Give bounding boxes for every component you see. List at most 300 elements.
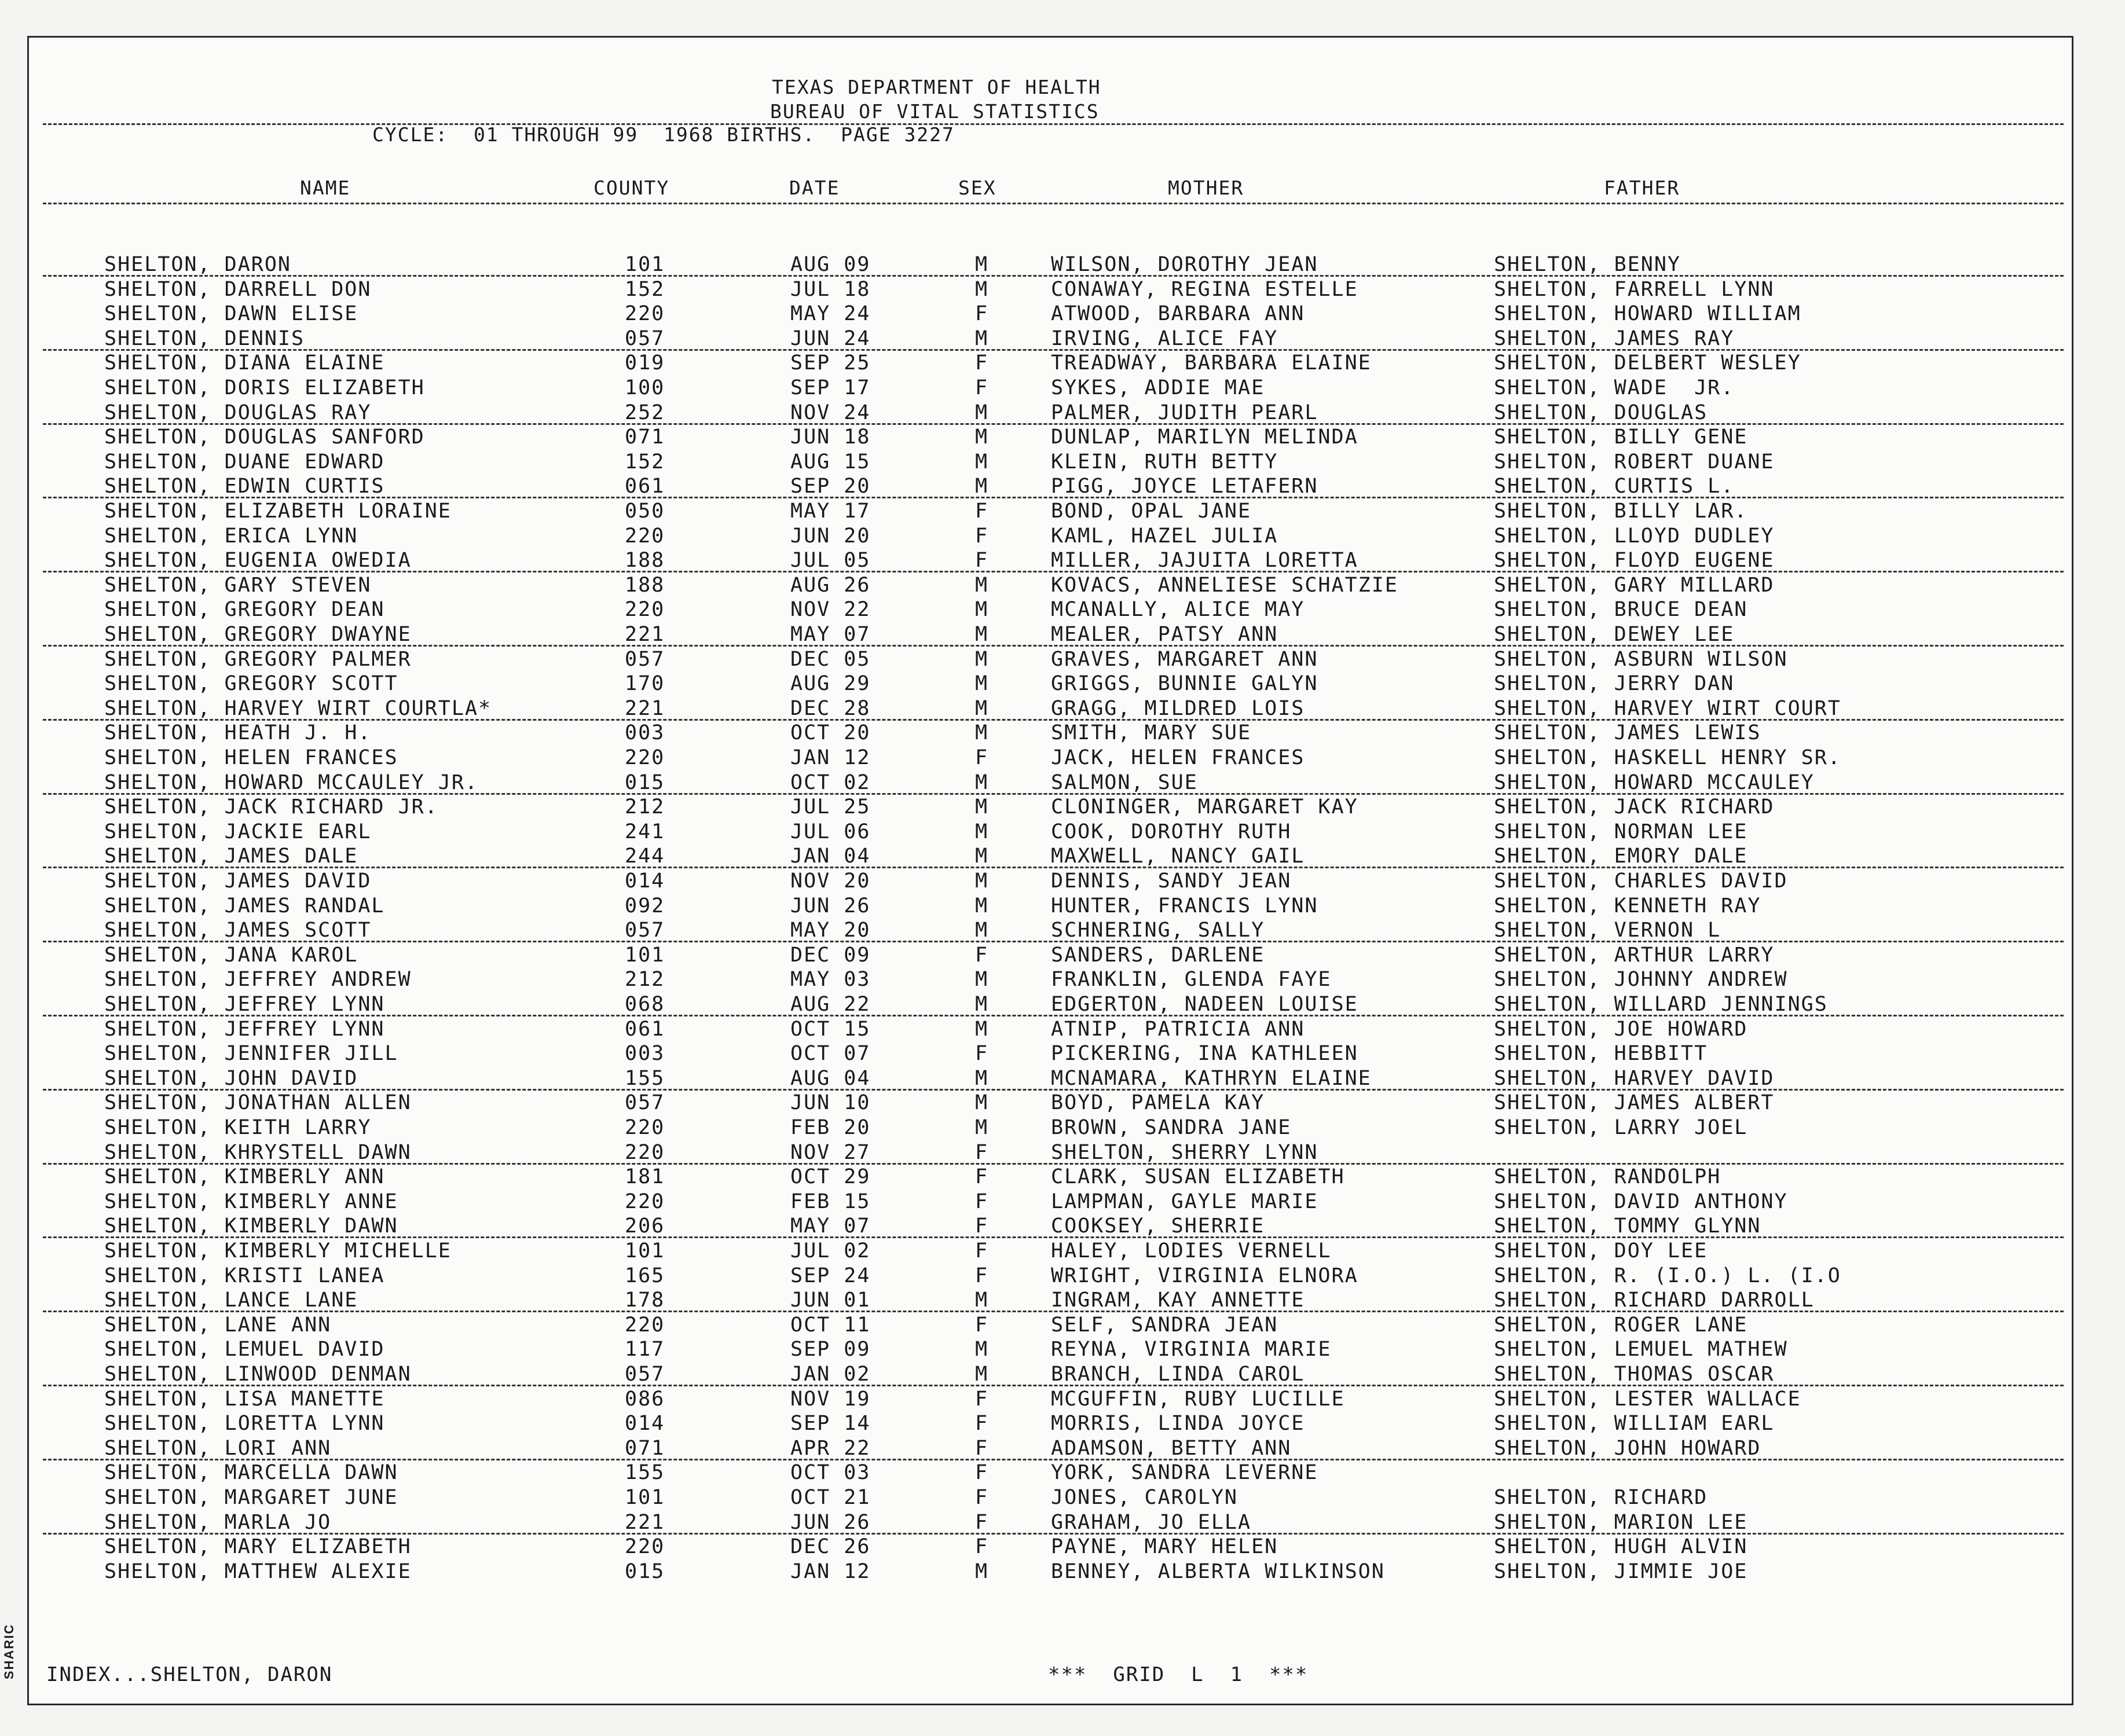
cell-name: SHELTON, JEFFREY LYNN: [104, 1017, 385, 1041]
cell-father: SHELTON, R. (I.O.) L. (I.O: [1494, 1264, 1841, 1287]
cell-name: SHELTON, ELIZABETH LORAINE: [104, 500, 452, 523]
cell-mother: MILLER, JAJUITA LORETTA: [1051, 549, 1358, 572]
cell-county: 086: [625, 1387, 665, 1411]
cell-name: SHELTON, LORETTA LYNN: [104, 1412, 385, 1436]
cell-county: 100: [625, 376, 665, 399]
cell-date: SEP 17: [790, 376, 871, 399]
table-row: [29, 1239, 2072, 1264]
cell-date: MAY 03: [790, 968, 871, 992]
cell-father: SHELTON, JOHNNY ANDREW: [1494, 968, 1788, 992]
col-header-county: COUNTY: [593, 177, 670, 199]
cell-county: 101: [625, 943, 665, 967]
cell-mother: PICKERING, INA KATHLEEN: [1051, 1042, 1358, 1066]
cell-date: OCT 20: [790, 721, 871, 745]
cell-date: OCT 21: [790, 1486, 871, 1509]
cell-date: JAN 04: [790, 845, 871, 868]
cell-name: SHELTON, HOWARD MCCAULEY JR.: [104, 770, 479, 794]
cell-name: SHELTON, DORIS ELIZABETH: [104, 376, 425, 399]
cell-mother: GRAGG, MILDRED LOIS: [1051, 696, 1305, 720]
table-row: [29, 697, 2072, 721]
cell-father: SHELTON, LARRY JOEL: [1494, 1116, 1748, 1139]
cell-name: SHELTON, EDWIN CURTIS: [104, 475, 385, 498]
table-row: [29, 1018, 2072, 1042]
cell-date: MAY 07: [790, 623, 871, 646]
table-row: [29, 1388, 2072, 1412]
cell-date: DEC 09: [790, 943, 871, 967]
cell-county: 057: [625, 326, 665, 350]
cell-county: 220: [625, 1116, 665, 1139]
cell-county: 014: [625, 1412, 665, 1436]
cell-date: NOV 24: [790, 401, 871, 424]
cell-county: 220: [625, 1140, 665, 1164]
table-row: [29, 1535, 2072, 1559]
cell-father: SHELTON, LEMUEL MATHEW: [1494, 1338, 1788, 1361]
vital-statistics-page: [27, 36, 2073, 1705]
table-row: [29, 475, 2072, 499]
cell-sex: M: [975, 869, 989, 893]
cell-sex: M: [975, 993, 989, 1016]
cell-father: SHELTON, RICHARD DARROLL: [1494, 1289, 1815, 1312]
cell-date: OCT 07: [790, 1042, 871, 1066]
cell-mother: BENNEY, ALBERTA WILKINSON: [1051, 1559, 1385, 1583]
table-row: [29, 1313, 2072, 1338]
cell-father: SHELTON, ARTHUR LARRY: [1494, 943, 1775, 967]
cell-county: 220: [625, 746, 665, 769]
cell-father: SHELTON, EMORY DALE: [1494, 845, 1748, 868]
cell-date: MAY 24: [790, 302, 871, 326]
cell-date: NOV 19: [790, 1387, 871, 1411]
cell-mother: PIGG, JOYCE LETAFERN: [1051, 475, 1318, 498]
cell-date: JUN 26: [790, 894, 871, 917]
cell-date: DEC 28: [790, 696, 871, 720]
cell-date: OCT 02: [790, 770, 871, 794]
cell-county: 014: [625, 869, 665, 893]
cell-name: SHELTON, JEFFREY ANDREW: [104, 968, 412, 992]
cell-sex: F: [975, 1165, 989, 1189]
table-row: [29, 401, 2072, 425]
cell-date: JUN 24: [790, 326, 871, 350]
cell-date: NOV 27: [790, 1140, 871, 1164]
cell-sex: F: [975, 351, 989, 375]
cell-date: SEP 14: [790, 1412, 871, 1436]
cell-county: 221: [625, 696, 665, 720]
cell-father: SHELTON, HOWARD MCCAULEY: [1494, 770, 1815, 794]
cell-name: SHELTON, JONATHAN ALLEN: [104, 1091, 412, 1115]
cell-name: SHELTON, GREGORY DWAYNE: [104, 623, 412, 646]
cell-mother: BRANCH, LINDA CAROL: [1051, 1363, 1305, 1386]
table-row: [29, 1412, 2072, 1436]
cell-county: 050: [625, 500, 665, 523]
table-row: [29, 1042, 2072, 1066]
cell-name: SHELTON, KIMBERLY ANN: [104, 1165, 385, 1189]
cell-county: 220: [625, 302, 665, 326]
cell-sex: F: [975, 1264, 989, 1287]
cell-name: SHELTON, KHRYSTELL DAWN: [104, 1140, 412, 1164]
cell-county: 188: [625, 573, 665, 597]
cell-sex: M: [975, 647, 989, 671]
cell-county: 178: [625, 1289, 665, 1312]
cell-sex: M: [975, 1363, 989, 1386]
col-header-mother: MOTHER: [1168, 177, 1244, 199]
cell-father: SHELTON, WILLIAM EARL: [1494, 1412, 1775, 1436]
cell-name: SHELTON, JANA KAROL: [104, 943, 358, 967]
cell-date: SEP 09: [790, 1338, 871, 1361]
cell-mother: GRAVES, MARGARET ANN: [1051, 647, 1318, 671]
table-row: [29, 1560, 2072, 1584]
table-row: [29, 376, 2072, 401]
cell-county: 057: [625, 1363, 665, 1386]
table-row: [29, 1264, 2072, 1289]
cell-sex: M: [975, 253, 989, 276]
table-row: [29, 1338, 2072, 1362]
cell-sex: M: [975, 968, 989, 992]
cell-county: 170: [625, 672, 665, 696]
cell-sex: F: [975, 1535, 989, 1559]
cell-county: 220: [625, 1190, 665, 1213]
cell-name: SHELTON, MARLA JO: [104, 1510, 332, 1534]
table-row: [29, 672, 2072, 696]
cell-mother: SCHNERING, SALLY: [1051, 919, 1265, 942]
cell-date: JUL 25: [790, 795, 871, 819]
cell-date: MAY 07: [790, 1214, 871, 1238]
cell-date: JUL 06: [790, 820, 871, 843]
cell-county: 165: [625, 1264, 665, 1287]
cell-sex: M: [975, 475, 989, 498]
cell-date: SEP 20: [790, 475, 871, 498]
divider: [43, 123, 2064, 125]
cell-mother: HALEY, LODIES VERNELL: [1051, 1239, 1332, 1262]
cell-county: 241: [625, 820, 665, 843]
cell-date: DEC 26: [790, 1535, 871, 1559]
cell-mother: HUNTER, FRANCIS LYNN: [1051, 894, 1318, 917]
cell-name: SHELTON, JENNIFER JILL: [104, 1042, 398, 1066]
cell-father: SHELTON, NORMAN LEE: [1494, 820, 1748, 843]
cell-name: SHELTON, LINWOOD DENMAN: [104, 1363, 412, 1386]
cell-father: SHELTON, ROBERT DUANE: [1494, 450, 1775, 474]
cell-name: SHELTON, LANCE LANE: [104, 1289, 358, 1312]
cell-sex: M: [975, 401, 989, 424]
cell-mother: EDGERTON, NADEEN LOUISE: [1051, 993, 1358, 1016]
cell-mother: JONES, CAROLYN: [1051, 1486, 1239, 1509]
cell-mother: ATNIP, PATRICIA ANN: [1051, 1017, 1305, 1041]
cell-name: SHELTON, KIMBERLY ANNE: [104, 1190, 398, 1213]
cell-mother: PALMER, JUDITH PEARL: [1051, 401, 1318, 424]
cell-date: JUN 20: [790, 524, 871, 548]
cell-county: 057: [625, 919, 665, 942]
cell-sex: M: [975, 1289, 989, 1312]
cell-mother: YORK, SANDRA LEVERNE: [1051, 1461, 1318, 1485]
cell-name: SHELTON, EUGENIA OWEDIA: [104, 549, 412, 572]
cell-mother: MCANALLY, ALICE MAY: [1051, 598, 1305, 622]
cell-sex: M: [975, 623, 989, 646]
cell-mother: MCNAMARA, KATHRYN ELAINE: [1051, 1066, 1372, 1090]
cell-mother: KAML, HAZEL JULIA: [1051, 524, 1278, 548]
cell-name: SHELTON, JAMES DALE: [104, 845, 358, 868]
cell-father: SHELTON, HASKELL HENRY SR.: [1494, 746, 1841, 769]
cell-sex: F: [975, 1461, 989, 1485]
cell-sex: F: [975, 302, 989, 326]
cell-father: SHELTON, TOMMY GLYNN: [1494, 1214, 1761, 1238]
cell-name: SHELTON, KIMBERLY DAWN: [104, 1214, 398, 1238]
table-row: [29, 500, 2072, 524]
cell-county: 221: [625, 623, 665, 646]
cell-sex: M: [975, 1091, 989, 1115]
cell-name: SHELTON, JACKIE EARL: [104, 820, 372, 843]
cell-father: SHELTON, JAMES RAY: [1494, 326, 1735, 350]
cell-date: AUG 09: [790, 253, 871, 276]
cell-sex: M: [975, 1017, 989, 1041]
cell-date: OCT 15: [790, 1017, 871, 1041]
cell-county: 155: [625, 1461, 665, 1485]
cell-county: 061: [625, 1017, 665, 1041]
cell-name: SHELTON, MARY ELIZABETH: [104, 1535, 412, 1559]
cell-mother: WILSON, DOROTHY JEAN: [1051, 253, 1318, 276]
cell-date: JUN 18: [790, 425, 871, 449]
cell-mother: SMITH, MARY SUE: [1051, 721, 1252, 745]
cell-mother: BROWN, SANDRA JANE: [1051, 1116, 1292, 1139]
cell-name: SHELTON, LANE ANN: [104, 1313, 332, 1337]
cell-county: 061: [625, 475, 665, 498]
cell-sex: M: [975, 1338, 989, 1361]
cell-mother: SELF, SANDRA JEAN: [1051, 1313, 1278, 1337]
cell-father: SHELTON, JOE HOWARD: [1494, 1017, 1748, 1041]
cell-name: SHELTON, KEITH LARRY: [104, 1116, 372, 1139]
table-row: [29, 944, 2072, 968]
cell-county: 220: [625, 1313, 665, 1337]
bureau-title: BUREAU OF VITAL STATISTICS: [770, 100, 1100, 123]
cell-sex: M: [975, 1559, 989, 1583]
cell-sex: F: [975, 1486, 989, 1509]
cell-date: JUL 05: [790, 549, 871, 572]
cell-sex: M: [975, 919, 989, 942]
cell-mother: FRANKLIN, GLENDA FAYE: [1051, 968, 1332, 992]
cell-date: JAN 12: [790, 746, 871, 769]
cell-county: 221: [625, 1510, 665, 1534]
cell-county: 057: [625, 1091, 665, 1115]
cell-name: SHELTON, LORI ANN: [104, 1436, 332, 1460]
cell-father: SHELTON, BILLY GENE: [1494, 425, 1748, 449]
cell-county: 152: [625, 277, 665, 301]
cell-name: SHELTON, JAMES RANDAL: [104, 894, 385, 917]
cell-father: SHELTON, JAMES LEWIS: [1494, 721, 1761, 745]
cell-sex: M: [975, 820, 989, 843]
cell-father: SHELTON, DAVID ANTHONY: [1494, 1190, 1788, 1213]
cell-mother: KOVACS, ANNELIESE SCHATZIE: [1051, 573, 1398, 597]
divider: [43, 203, 2064, 204]
cell-mother: ADAMSON, BETTY ANN: [1051, 1436, 1292, 1460]
cell-date: OCT 03: [790, 1461, 871, 1485]
cell-name: SHELTON, LISA MANETTE: [104, 1387, 385, 1411]
cell-father: SHELTON, JOHN HOWARD: [1494, 1436, 1761, 1460]
cell-county: 155: [625, 1066, 665, 1090]
cell-county: 212: [625, 968, 665, 992]
table-row: [29, 1190, 2072, 1214]
table-row: [29, 1091, 2072, 1115]
table-row: [29, 623, 2072, 647]
cell-county: 117: [625, 1338, 665, 1361]
cycle-line: CYCLE: 01 THROUGH 99 1968 BIRTHS. PAGE 3227: [372, 123, 955, 146]
cell-date: AUG 29: [790, 672, 871, 696]
cell-county: 220: [625, 1535, 665, 1559]
table-row: [29, 351, 2072, 376]
cell-mother: BOYD, PAMELA KAY: [1051, 1091, 1265, 1115]
cell-county: 003: [625, 1042, 665, 1066]
cell-name: SHELTON, DARRELL DON: [104, 277, 372, 301]
col-header-date: DATE: [789, 177, 840, 199]
cell-mother: GRIGGS, BUNNIE GALYN: [1051, 672, 1318, 696]
cell-mother: MEALER, PATSY ANN: [1051, 623, 1278, 646]
cell-name: SHELTON, MARGARET JUNE: [104, 1486, 398, 1509]
cell-date: JUL 02: [790, 1239, 871, 1262]
cell-father: SHELTON, LESTER WALLACE: [1494, 1387, 1801, 1411]
cell-county: 252: [625, 401, 665, 424]
cell-date: OCT 11: [790, 1313, 871, 1337]
cell-name: SHELTON, GREGORY DEAN: [104, 598, 385, 622]
cell-sex: F: [975, 1313, 989, 1337]
cell-father: SHELTON, HUGH ALVIN: [1494, 1535, 1748, 1559]
cell-date: DEC 05: [790, 647, 871, 671]
cell-sex: F: [975, 500, 989, 523]
cell-mother: KLEIN, RUTH BETTY: [1051, 450, 1278, 474]
cell-sex: F: [975, 1436, 989, 1460]
table-row: [29, 1165, 2072, 1190]
cell-sex: M: [975, 573, 989, 597]
cell-sex: F: [975, 1412, 989, 1436]
cell-sex: M: [975, 770, 989, 794]
cell-mother: LAMPMAN, GAYLE MARIE: [1051, 1190, 1318, 1213]
department-title: TEXAS DEPARTMENT OF HEALTH: [772, 76, 1101, 98]
grid-footer: *** GRID L 1 ***: [1048, 1663, 1309, 1686]
cell-father: SHELTON, ASBURN WILSON: [1494, 647, 1788, 671]
cell-mother: CLARK, SUSAN ELIZABETH: [1051, 1165, 1345, 1189]
cell-sex: F: [975, 746, 989, 769]
cell-county: 015: [625, 770, 665, 794]
cell-date: FEB 15: [790, 1190, 871, 1213]
cell-name: SHELTON, DARON: [104, 253, 292, 276]
cell-mother: MORRIS, LINDA JOYCE: [1051, 1412, 1305, 1436]
cell-mother: WRIGHT, VIRGINIA ELNORA: [1051, 1264, 1358, 1287]
cell-father: SHELTON, ROGER LANE: [1494, 1313, 1748, 1337]
table-row: [29, 253, 2072, 277]
cell-name: SHELTON, LEMUEL DAVID: [104, 1338, 385, 1361]
cell-county: 101: [625, 253, 665, 276]
cell-father: SHELTON, HOWARD WILLIAM: [1494, 302, 1801, 326]
cell-sex: F: [975, 1042, 989, 1066]
table-row: [29, 919, 2072, 943]
cell-date: FEB 20: [790, 1116, 871, 1139]
table-row: [29, 894, 2072, 919]
cell-father: SHELTON, HARVEY DAVID: [1494, 1066, 1775, 1090]
cell-county: 101: [625, 1239, 665, 1262]
cell-sex: F: [975, 1510, 989, 1534]
cell-father: SHELTON, GARY MILLARD: [1494, 573, 1775, 597]
cell-name: SHELTON, DUANE EDWARD: [104, 450, 385, 474]
cell-name: SHELTON, DAWN ELISE: [104, 302, 358, 326]
cell-father: SHELTON, RANDOLPH: [1494, 1165, 1721, 1189]
cell-sex: F: [975, 1214, 989, 1238]
cell-county: 101: [625, 1486, 665, 1509]
cell-father: SHELTON, CHARLES DAVID: [1494, 869, 1788, 893]
cell-mother: COOKSEY, SHERRIE: [1051, 1214, 1265, 1238]
table-row: [29, 845, 2072, 869]
index-footer: INDEX...SHELTON, DARON: [46, 1663, 333, 1686]
cell-sex: M: [975, 450, 989, 474]
cell-mother: PAYNE, MARY HELEN: [1051, 1535, 1278, 1559]
cell-sex: M: [975, 845, 989, 868]
table-row: [29, 450, 2072, 475]
table-row: [29, 425, 2072, 450]
cell-date: JAN 12: [790, 1559, 871, 1583]
cell-date: AUG 22: [790, 993, 871, 1016]
table-row: [29, 968, 2072, 992]
cell-date: OCT 29: [790, 1165, 871, 1189]
cell-father: SHELTON, BRUCE DEAN: [1494, 598, 1748, 622]
cell-date: MAY 20: [790, 919, 871, 942]
cell-sex: M: [975, 721, 989, 745]
cell-name: SHELTON, DOUGLAS RAY: [104, 401, 372, 424]
table-row: [29, 721, 2072, 746]
cell-date: SEP 25: [790, 351, 871, 375]
cell-sex: M: [975, 795, 989, 819]
table-row: [29, 648, 2072, 672]
table-row: [29, 278, 2072, 302]
table-row: [29, 1289, 2072, 1313]
cell-father: SHELTON, VERNON L: [1494, 919, 1721, 942]
cell-county: 220: [625, 524, 665, 548]
cell-county: 003: [625, 721, 665, 745]
cell-name: SHELTON, HEATH J. H.: [104, 721, 372, 745]
cell-county: 068: [625, 993, 665, 1016]
cell-father: SHELTON, CURTIS L.: [1494, 475, 1735, 498]
cell-name: SHELTON, GREGORY SCOTT: [104, 672, 398, 696]
table-row: [29, 1067, 2072, 1091]
cell-father: SHELTON, THOMAS OSCAR: [1494, 1363, 1775, 1386]
cell-county: 212: [625, 795, 665, 819]
cell-mother: SYKES, ADDIE MAE: [1051, 376, 1265, 399]
cell-name: SHELTON, MARCELLA DAWN: [104, 1461, 398, 1485]
cell-father: SHELTON, MARION LEE: [1494, 1510, 1748, 1534]
cell-name: SHELTON, DIANA ELAINE: [104, 351, 385, 375]
table-row: [29, 1363, 2072, 1387]
cell-mother: COOK, DOROTHY RUTH: [1051, 820, 1292, 843]
table-row: [29, 771, 2072, 795]
cell-father: SHELTON, BENNY: [1494, 253, 1681, 276]
cell-date: JUL 18: [790, 277, 871, 301]
cell-sex: F: [975, 376, 989, 399]
cell-sex: F: [975, 943, 989, 967]
cell-mother: DENNIS, SANDY JEAN: [1051, 869, 1292, 893]
cell-father: SHELTON, DELBERT WESLEY: [1494, 351, 1801, 375]
cell-mother: ATWOOD, BARBARA ANN: [1051, 302, 1305, 326]
cell-mother: SHELTON, SHERRY LYNN: [1051, 1140, 1318, 1164]
table-row: [29, 1116, 2072, 1140]
cell-date: SEP 24: [790, 1264, 871, 1287]
cell-name: SHELTON, JAMES SCOTT: [104, 919, 372, 942]
cell-father: SHELTON, LLOYD DUDLEY: [1494, 524, 1775, 548]
cell-father: SHELTON, KENNETH RAY: [1494, 894, 1761, 917]
cell-father: SHELTON, HARVEY WIRT COURT: [1494, 696, 1841, 720]
cell-father: SHELTON, RICHARD: [1494, 1486, 1708, 1509]
col-header-father: FATHER: [1604, 177, 1680, 199]
cell-county: 206: [625, 1214, 665, 1238]
cell-sex: F: [975, 1140, 989, 1164]
cell-mother: JACK, HELEN FRANCES: [1051, 746, 1305, 769]
cell-county: 244: [625, 845, 665, 868]
cell-mother: CLONINGER, MARGARET KAY: [1051, 795, 1358, 819]
cell-mother: IRVING, ALICE FAY: [1051, 326, 1278, 350]
table-row: [29, 1486, 2072, 1510]
cell-father: SHELTON, WADE JR.: [1494, 376, 1735, 399]
